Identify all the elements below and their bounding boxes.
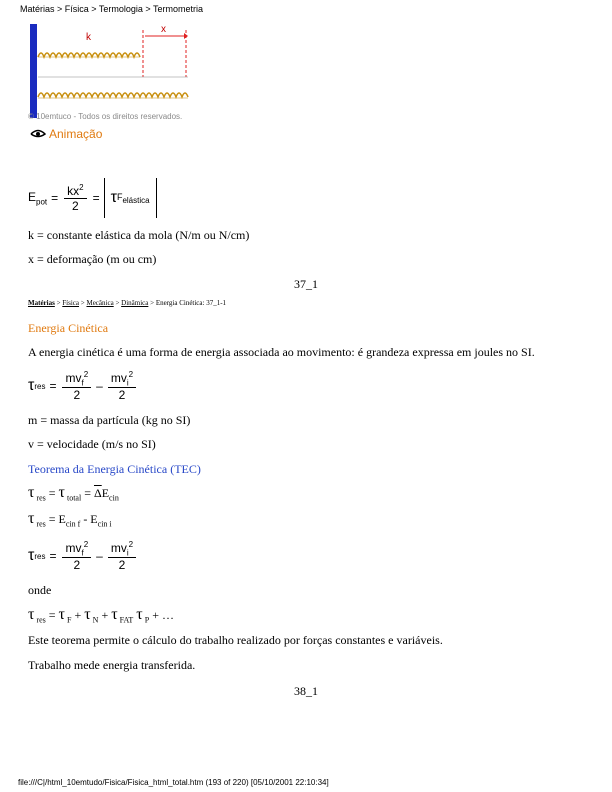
tec-text-1: Este teorema permite o cálculo do trabalho realizado por forças constantes e variáveis.	[28, 633, 443, 647]
k-definition: k = constante elástica da mola (N/m ou N/cm)	[28, 228, 250, 242]
kinetic-intro: A energia cinética é uma forma de energia associada ao movimento: é grandeza expressa em joules no SI.	[28, 345, 535, 359]
spring-figure	[28, 22, 228, 122]
section-title-tec: Teorema da Energia Cinética (TEC)	[28, 462, 201, 476]
animation-link[interactable]	[30, 127, 102, 141]
m-definition: m = massa da partícula (kg no SI)	[28, 413, 191, 427]
label-k: k	[86, 32, 91, 43]
breadcrumb-dinamica: Matérias > Física > Mecânica > Dinâmica > Energia Cinética: 37_1-1	[28, 299, 227, 307]
tec-equation-2: τ $_{res} = E_{cin f} - E_{cin i}$	[28, 510, 112, 529]
top-breadcrumb: Matérias > Física > Termologia > Termometria	[20, 4, 203, 14]
tau-res-formula-2: τ res = $\frac{mv_f^2}{2}$ – $\frac{mv_i^2}{2}$	[28, 540, 138, 572]
page-number-38: 38_1	[294, 684, 318, 698]
footer-path: file:///C|/html_10emtudo/Fisica/Fisica_html_total.htm (193 of 220) [05/10/2001 22:10:34]	[18, 778, 329, 787]
tec-text-2: Trabalho mede energia transferida.	[28, 658, 196, 672]
bc-materias[interactable]: Matérias	[28, 299, 55, 307]
onde-label: onde	[28, 583, 52, 597]
bc-tail: Energia Cinética: 37_1-1	[155, 299, 227, 307]
tau-res-formula-1: τ res = $\frac{mv_f^2}{2}$ – $\frac{mv_i^2}{2}$	[28, 370, 138, 402]
animation-label: Animação	[49, 127, 103, 141]
eye-icon	[30, 129, 46, 139]
bc-dinamica[interactable]: Dinâmica	[121, 299, 149, 307]
section-title-kinetic: Energia Cinética	[28, 321, 109, 335]
tec-equation-1: τ $_{res}$ = τ $_{total} = \overline{\Delta}E_{cin}$	[28, 484, 119, 503]
x-definition: x = deformação (m ou cm)	[28, 252, 157, 266]
bc-mecanica[interactable]: Mecânica	[86, 299, 114, 307]
figure-copyright: © 10emtuco - Todos os direitos reservados.	[28, 112, 183, 121]
v-definition: v = velocidade (m/s no SI)	[28, 437, 156, 451]
page-number-37: 37_1	[294, 277, 318, 291]
bc-fisica[interactable]: Física	[62, 299, 80, 307]
epot-formula: $E_{pot}$ = $\frac{kx^2}{2}$ = τ $F_{elástica}$	[28, 178, 157, 218]
tec-equation-3: τ $_{res}$ = τ $_F$ + τ $_N$ + τ $_{FAT}$ τ $_P$ + …	[28, 606, 174, 625]
label-x: x	[161, 24, 166, 35]
